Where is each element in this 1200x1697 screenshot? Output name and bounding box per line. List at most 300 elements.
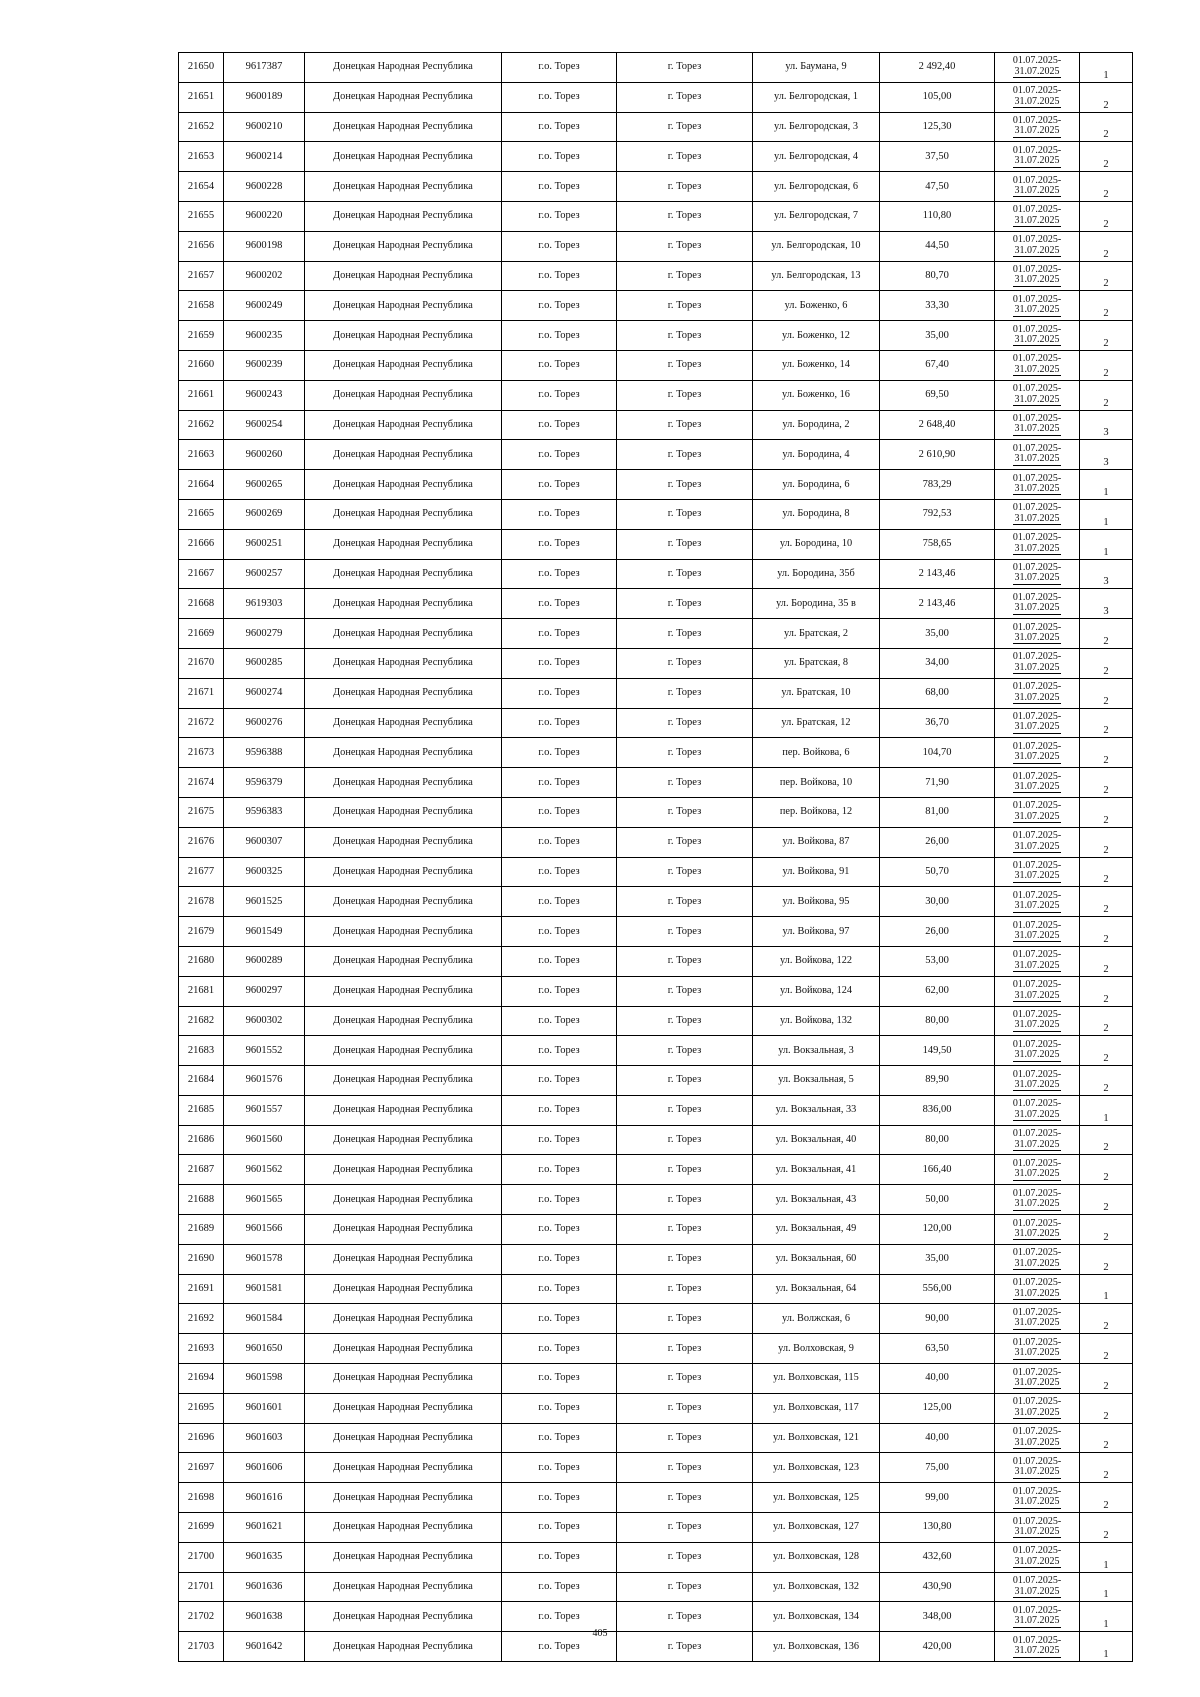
region-cell: Донецкая Народная Республика [305, 1483, 502, 1513]
category-cell: 1 [1080, 470, 1133, 500]
period-text: 01.07.2025- 31.07.2025 [1012, 889, 1062, 912]
area-value-cell: 110,80 [880, 201, 995, 231]
category-cell: 2 [1080, 976, 1133, 1006]
row-number-cell: 21664 [179, 470, 224, 500]
period-text: 01.07.2025- 31.07.2025 [1012, 1187, 1062, 1210]
municipality-cell: г.о. Торез [502, 946, 617, 976]
period-cell [995, 708, 1080, 738]
region-cell: Донецкая Народная Республика [305, 1304, 502, 1334]
region-cell: Донецкая Народная Республика [305, 1334, 502, 1364]
municipality-cell: г.о. Торез [502, 1304, 617, 1334]
category-cell: 3 [1080, 410, 1133, 440]
period-text: 01.07.2025- 31.07.2025 [1012, 1157, 1062, 1180]
period-text: 01.07.2025- 31.07.2025 [1012, 502, 1062, 524]
area-value-cell: 75,00 [880, 1453, 995, 1483]
table-row [179, 1513, 1133, 1543]
period-cell [995, 917, 1080, 947]
row-number-cell: 21693 [179, 1334, 224, 1364]
street-address-cell: ул. Войкова, 124 [753, 976, 880, 1006]
row-number-cell: 21695 [179, 1393, 224, 1423]
row-number-cell: 21686 [179, 1125, 224, 1155]
row-number-cell: 21690 [179, 1244, 224, 1274]
region-cell: Донецкая Народная Республика [305, 768, 502, 798]
period-cell [995, 380, 1080, 410]
row-number-cell: 21672 [179, 708, 224, 738]
row-number-cell: 21674 [179, 768, 224, 798]
period-cell [995, 1572, 1080, 1602]
category-cell: 2 [1080, 1364, 1133, 1394]
locality-cell: г. Торез [617, 172, 753, 202]
category-cell: 2 [1080, 172, 1133, 202]
period-cell [995, 738, 1080, 768]
table-row [179, 350, 1133, 380]
locality-cell: г. Торез [617, 619, 753, 649]
locality-cell: г. Торез [617, 827, 753, 857]
period-cell [995, 1483, 1080, 1513]
municipality-cell: г.о. Торез [502, 559, 617, 589]
table-row [179, 470, 1133, 500]
category-cell: 2 [1080, 1036, 1133, 1066]
category-cell: 2 [1080, 738, 1133, 768]
object-id-cell: 9600257 [224, 559, 305, 589]
area-value-cell: 53,00 [880, 946, 995, 976]
area-value-cell: 40,00 [880, 1364, 995, 1394]
street-address-cell: ул. Братская, 8 [753, 648, 880, 678]
period-text: 01.07.2025- 31.07.2025 [1012, 949, 1062, 971]
municipality-cell: г.о. Торез [502, 1244, 617, 1274]
region-cell: Донецкая Народная Республика [305, 1095, 502, 1125]
region-cell: Донецкая Народная Республика [305, 201, 502, 231]
area-value-cell: 37,50 [880, 142, 995, 172]
locality-cell: г. Торез [617, 1215, 753, 1245]
object-id-cell: 9600251 [224, 529, 305, 559]
region-cell: Донецкая Народная Республика [305, 1244, 502, 1274]
street-address-cell: ул. Волховская, 136 [753, 1632, 880, 1662]
table-row [179, 589, 1133, 619]
period-text: 01.07.2025- 31.07.2025 [1012, 1217, 1062, 1239]
period-text: 01.07.2025- 31.07.2025 [1012, 264, 1062, 286]
region-cell: Донецкая Народная Республика [305, 976, 502, 1006]
region-cell: Донецкая Народная Республика [305, 142, 502, 172]
area-value-cell: 90,00 [880, 1304, 995, 1334]
locality-cell: г. Торез [617, 1334, 753, 1364]
object-id-cell: 9600254 [224, 410, 305, 440]
table-row [179, 1423, 1133, 1453]
area-value-cell: 69,50 [880, 380, 995, 410]
area-value-cell: 120,00 [880, 1215, 995, 1245]
object-id-cell: 9600243 [224, 380, 305, 410]
period-text: 01.07.2025- 31.07.2025 [1012, 860, 1062, 882]
region-cell: Донецкая Народная Республика [305, 678, 502, 708]
municipality-cell: г.о. Торез [502, 261, 617, 291]
row-number-cell: 21676 [179, 827, 224, 857]
category-cell: 2 [1080, 1006, 1133, 1036]
area-value-cell: 556,00 [880, 1274, 995, 1304]
region-cell: Донецкая Народная Республика [305, 410, 502, 440]
area-value-cell: 44,50 [880, 231, 995, 261]
table-row [179, 768, 1133, 798]
period-cell [995, 559, 1080, 589]
row-number-cell: 21698 [179, 1483, 224, 1513]
municipality-cell: г.о. Торез [502, 1274, 617, 1304]
municipality-cell: г.о. Торез [502, 1483, 617, 1513]
period-cell [995, 499, 1080, 529]
street-address-cell: ул. Войкова, 132 [753, 1006, 880, 1036]
region-cell: Донецкая Народная Республика [305, 738, 502, 768]
object-id-cell: 9600198 [224, 231, 305, 261]
locality-cell: г. Торез [617, 738, 753, 768]
table-row [179, 380, 1133, 410]
locality-cell: г. Торез [617, 1274, 753, 1304]
period-text: 01.07.2025- 31.07.2025 [1012, 204, 1062, 226]
street-address-cell: ул. Волховская, 125 [753, 1483, 880, 1513]
region-cell: Донецкая Народная Республика [305, 82, 502, 112]
locality-cell: г. Торез [617, 1125, 753, 1155]
street-address-cell: ул. Вокзальная, 33 [753, 1095, 880, 1125]
object-id-cell: 9600214 [224, 142, 305, 172]
category-cell: 2 [1080, 1334, 1133, 1364]
period-text: 01.07.2025- 31.07.2025 [1012, 1068, 1062, 1090]
period-text: 01.07.2025- 31.07.2025 [1012, 1098, 1062, 1120]
street-address-cell: ул. Братская, 12 [753, 708, 880, 738]
row-number-cell: 21650 [179, 53, 224, 83]
area-value-cell: 80,70 [880, 261, 995, 291]
period-text: 01.07.2025- 31.07.2025 [1012, 532, 1062, 554]
table-row [179, 1006, 1133, 1036]
municipality-cell: г.о. Торез [502, 1393, 617, 1423]
object-id-cell: 9601549 [224, 917, 305, 947]
object-id-cell: 9600249 [224, 291, 305, 321]
municipality-cell: г.о. Торез [502, 410, 617, 440]
period-text: 01.07.2025- 31.07.2025 [1012, 1038, 1062, 1061]
locality-cell: г. Торез [617, 499, 753, 529]
table-body [179, 53, 1133, 1662]
region-cell: Донецкая Народная Республика [305, 1125, 502, 1155]
category-cell: 2 [1080, 231, 1133, 261]
period-cell [995, 1453, 1080, 1483]
municipality-cell: г.о. Торез [502, 291, 617, 321]
period-cell [995, 1304, 1080, 1334]
street-address-cell: пер. Войкова, 6 [753, 738, 880, 768]
locality-cell: г. Торез [617, 1632, 753, 1662]
row-number-cell: 21699 [179, 1513, 224, 1543]
table-row [179, 917, 1133, 947]
region-cell: Донецкая Народная Республика [305, 1274, 502, 1304]
object-id-cell: 9596379 [224, 768, 305, 798]
municipality-cell: г.о. Торез [502, 321, 617, 351]
region-cell: Донецкая Народная Республика [305, 1155, 502, 1185]
street-address-cell: ул. Бородина, 35б [753, 559, 880, 589]
category-cell: 2 [1080, 1453, 1133, 1483]
period-text: 01.07.2025- 31.07.2025 [1012, 1545, 1062, 1567]
page-number: 405 [592, 1628, 608, 1639]
object-id-cell: 9601603 [224, 1423, 305, 1453]
row-number-cell: 21680 [179, 946, 224, 976]
area-value-cell: 2 648,40 [880, 410, 995, 440]
locality-cell: г. Торез [617, 1453, 753, 1483]
region-cell: Донецкая Народная Республика [305, 1632, 502, 1662]
period-cell [995, 589, 1080, 619]
row-number-cell: 21666 [179, 529, 224, 559]
municipality-cell: г.о. Торез [502, 619, 617, 649]
locality-cell: г. Торез [617, 529, 753, 559]
area-value-cell: 35,00 [880, 321, 995, 351]
period-text: 01.07.2025- 31.07.2025 [1012, 1604, 1062, 1627]
period-text: 01.07.2025- 31.07.2025 [1012, 1485, 1062, 1508]
street-address-cell: ул. Волховская, 9 [753, 1334, 880, 1364]
table-row [179, 529, 1133, 559]
period-cell [995, 1215, 1080, 1245]
object-id-cell: 9617387 [224, 53, 305, 83]
table-row [179, 976, 1133, 1006]
region-cell: Донецкая Народная Республика [305, 112, 502, 142]
category-cell: 2 [1080, 82, 1133, 112]
row-number-cell: 21654 [179, 172, 224, 202]
table-row [179, 1393, 1133, 1423]
period-cell [995, 142, 1080, 172]
street-address-cell: ул. Белгородская, 1 [753, 82, 880, 112]
locality-cell: г. Торез [617, 470, 753, 500]
object-id-cell: 9601642 [224, 1632, 305, 1662]
period-text: 01.07.2025- 31.07.2025 [1012, 711, 1062, 733]
municipality-cell: г.о. Торез [502, 857, 617, 887]
region-cell: Донецкая Народная Республика [305, 1602, 502, 1632]
row-number-cell: 21657 [179, 261, 224, 291]
municipality-cell: г.о. Торез [502, 231, 617, 261]
category-cell: 2 [1080, 1423, 1133, 1453]
table-row [179, 1244, 1133, 1274]
row-number-cell: 21702 [179, 1602, 224, 1632]
street-address-cell: ул. Боженко, 6 [753, 291, 880, 321]
area-value-cell: 68,00 [880, 678, 995, 708]
table-row [179, 1155, 1133, 1185]
area-value-cell: 420,00 [880, 1632, 995, 1662]
period-text: 01.07.2025- 31.07.2025 [1012, 1634, 1062, 1657]
locality-cell: г. Торез [617, 1244, 753, 1274]
region-cell: Донецкая Народная Республика [305, 619, 502, 649]
locality-cell: г. Торез [617, 678, 753, 708]
period-text: 01.07.2025- 31.07.2025 [1012, 651, 1062, 673]
period-cell [995, 946, 1080, 976]
table-row [179, 53, 1133, 83]
municipality-cell: г.о. Торез [502, 827, 617, 857]
locality-cell: г. Торез [617, 559, 753, 589]
period-cell [995, 201, 1080, 231]
period-text: 01.07.2025- 31.07.2025 [1012, 442, 1062, 465]
row-number-cell: 21677 [179, 857, 224, 887]
period-text: 01.07.2025- 31.07.2025 [1012, 770, 1062, 793]
area-value-cell: 35,00 [880, 1244, 995, 1274]
locality-cell: г. Торез [617, 82, 753, 112]
period-cell [995, 768, 1080, 798]
row-number-cell: 21688 [179, 1185, 224, 1215]
municipality-cell: г.о. Торез [502, 529, 617, 559]
locality-cell: г. Торез [617, 857, 753, 887]
period-text: 01.07.2025- 31.07.2025 [1012, 55, 1062, 77]
street-address-cell: ул. Белгородская, 3 [753, 112, 880, 142]
period-text: 01.07.2025- 31.07.2025 [1012, 681, 1062, 703]
object-id-cell: 9600279 [224, 619, 305, 649]
object-id-cell: 9601581 [224, 1274, 305, 1304]
municipality-cell: г.о. Торез [502, 142, 617, 172]
area-value-cell: 81,00 [880, 797, 995, 827]
street-address-cell: ул. Бородина, 2 [753, 410, 880, 440]
period-text: 01.07.2025- 31.07.2025 [1012, 1455, 1062, 1478]
period-text: 01.07.2025- 31.07.2025 [1012, 234, 1062, 256]
street-address-cell: ул. Волховская, 117 [753, 1393, 880, 1423]
period-text: 01.07.2025- 31.07.2025 [1012, 85, 1062, 107]
period-text: 01.07.2025- 31.07.2025 [1012, 1426, 1062, 1448]
row-number-cell: 21667 [179, 559, 224, 589]
object-id-cell: 9601598 [224, 1364, 305, 1394]
municipality-cell: г.о. Торез [502, 1066, 617, 1096]
region-cell: Донецкая Народная Республика [305, 1423, 502, 1453]
row-number-cell: 21681 [179, 976, 224, 1006]
region-cell: Донецкая Народная Республика [305, 1572, 502, 1602]
period-cell [995, 1185, 1080, 1215]
period-text: 01.07.2025- 31.07.2025 [1012, 174, 1062, 197]
period-cell [995, 1244, 1080, 1274]
period-cell [995, 1542, 1080, 1572]
row-number-cell: 21697 [179, 1453, 224, 1483]
row-number-cell: 21668 [179, 589, 224, 619]
locality-cell: г. Торез [617, 1572, 753, 1602]
street-address-cell: ул. Войкова, 95 [753, 887, 880, 917]
table-row [179, 321, 1133, 351]
municipality-cell: г.о. Торез [502, 1423, 617, 1453]
locality-cell: г. Торез [617, 231, 753, 261]
period-text: 01.07.2025- 31.07.2025 [1012, 1128, 1062, 1150]
category-cell: 3 [1080, 440, 1133, 470]
area-value-cell: 125,00 [880, 1393, 995, 1423]
category-cell: 1 [1080, 1542, 1133, 1572]
street-address-cell: ул. Бородина, 6 [753, 470, 880, 500]
region-cell: Донецкая Народная Республика [305, 1036, 502, 1066]
region-cell: Донецкая Народная Республика [305, 708, 502, 738]
street-address-cell: ул. Войкова, 87 [753, 827, 880, 857]
street-address-cell: ул. Волховская, 127 [753, 1513, 880, 1543]
row-number-cell: 21669 [179, 619, 224, 649]
category-cell: 2 [1080, 291, 1133, 321]
category-cell: 2 [1080, 1155, 1133, 1185]
table-row [179, 1453, 1133, 1483]
street-address-cell: ул. Войкова, 122 [753, 946, 880, 976]
region-cell: Донецкая Народная Республика [305, 440, 502, 470]
region-cell: Донецкая Народная Республика [305, 887, 502, 917]
object-id-cell: 9601566 [224, 1215, 305, 1245]
area-value-cell: 67,40 [880, 350, 995, 380]
object-id-cell: 9600189 [224, 82, 305, 112]
object-id-cell: 9601636 [224, 1572, 305, 1602]
category-cell: 2 [1080, 1393, 1133, 1423]
locality-cell: г. Торез [617, 201, 753, 231]
row-number-cell: 21689 [179, 1215, 224, 1245]
municipality-cell: г.о. Торез [502, 1125, 617, 1155]
locality-cell: г. Торез [617, 708, 753, 738]
street-address-cell: ул. Вокзальная, 60 [753, 1244, 880, 1274]
row-number-cell: 21658 [179, 291, 224, 321]
category-cell: 2 [1080, 112, 1133, 142]
municipality-cell: г.о. Торез [502, 350, 617, 380]
period-text: 01.07.2025- 31.07.2025 [1012, 1277, 1062, 1299]
object-id-cell: 9601578 [224, 1244, 305, 1274]
period-text: 01.07.2025- 31.07.2025 [1012, 413, 1062, 435]
region-cell: Донецкая Народная Республика [305, 261, 502, 291]
table-row [179, 648, 1133, 678]
area-value-cell: 432,60 [880, 1542, 995, 1572]
period-text: 01.07.2025- 31.07.2025 [1012, 562, 1062, 584]
municipality-cell: г.о. Торез [502, 499, 617, 529]
category-cell: 2 [1080, 1244, 1133, 1274]
region-cell: Донецкая Народная Республика [305, 1542, 502, 1572]
region-cell: Донецкая Народная Республика [305, 529, 502, 559]
object-id-cell: 9600276 [224, 708, 305, 738]
object-id-cell: 9600265 [224, 470, 305, 500]
row-number-cell: 21692 [179, 1304, 224, 1334]
row-number-cell: 21701 [179, 1572, 224, 1602]
table-row [179, 112, 1133, 142]
category-cell: 3 [1080, 559, 1133, 589]
area-value-cell: 783,29 [880, 470, 995, 500]
table-row [179, 82, 1133, 112]
area-value-cell: 63,50 [880, 1334, 995, 1364]
period-cell [995, 82, 1080, 112]
period-cell [995, 410, 1080, 440]
region-cell: Донецкая Народная Республика [305, 1066, 502, 1096]
category-cell: 2 [1080, 708, 1133, 738]
category-cell: 2 [1080, 350, 1133, 380]
period-text: 01.07.2025- 31.07.2025 [1012, 919, 1062, 941]
municipality-cell: г.о. Торез [502, 1364, 617, 1394]
period-text: 01.07.2025- 31.07.2025 [1012, 1396, 1062, 1418]
period-text: 01.07.2025- 31.07.2025 [1012, 293, 1062, 316]
street-address-cell: ул. Вокзальная, 3 [753, 1036, 880, 1066]
row-number-cell: 21682 [179, 1006, 224, 1036]
period-cell [995, 1006, 1080, 1036]
area-value-cell: 758,65 [880, 529, 995, 559]
street-address-cell: ул. Бородина, 10 [753, 529, 880, 559]
period-cell [995, 53, 1080, 83]
category-cell: 2 [1080, 827, 1133, 857]
street-address-cell: ул. Войкова, 97 [753, 917, 880, 947]
street-address-cell: ул. Вокзальная, 5 [753, 1066, 880, 1096]
object-id-cell: 9601621 [224, 1513, 305, 1543]
table-row [179, 1334, 1133, 1364]
period-cell [995, 1393, 1080, 1423]
category-cell: 1 [1080, 1632, 1133, 1662]
municipality-cell: г.о. Торез [502, 1185, 617, 1215]
period-text: 01.07.2025- 31.07.2025 [1012, 1008, 1062, 1031]
period-cell [995, 1423, 1080, 1453]
locality-cell: г. Торез [617, 440, 753, 470]
category-cell: 1 [1080, 53, 1133, 83]
object-id-cell: 9600220 [224, 201, 305, 231]
row-number-cell: 21675 [179, 797, 224, 827]
area-value-cell: 2 143,46 [880, 559, 995, 589]
municipality-cell: г.о. Торез [502, 380, 617, 410]
period-text: 01.07.2025- 31.07.2025 [1012, 621, 1062, 644]
period-cell [995, 1036, 1080, 1066]
period-text: 01.07.2025- 31.07.2025 [1012, 1366, 1062, 1388]
street-address-cell: ул. Вокзальная, 41 [753, 1155, 880, 1185]
municipality-cell: г.о. Торез [502, 1036, 617, 1066]
table-row [179, 1572, 1133, 1602]
locality-cell: г. Торез [617, 887, 753, 917]
category-cell: 2 [1080, 1215, 1133, 1245]
municipality-cell: г.о. Торез [502, 768, 617, 798]
street-address-cell: ул. Волховская, 134 [753, 1602, 880, 1632]
category-cell: 2 [1080, 1125, 1133, 1155]
